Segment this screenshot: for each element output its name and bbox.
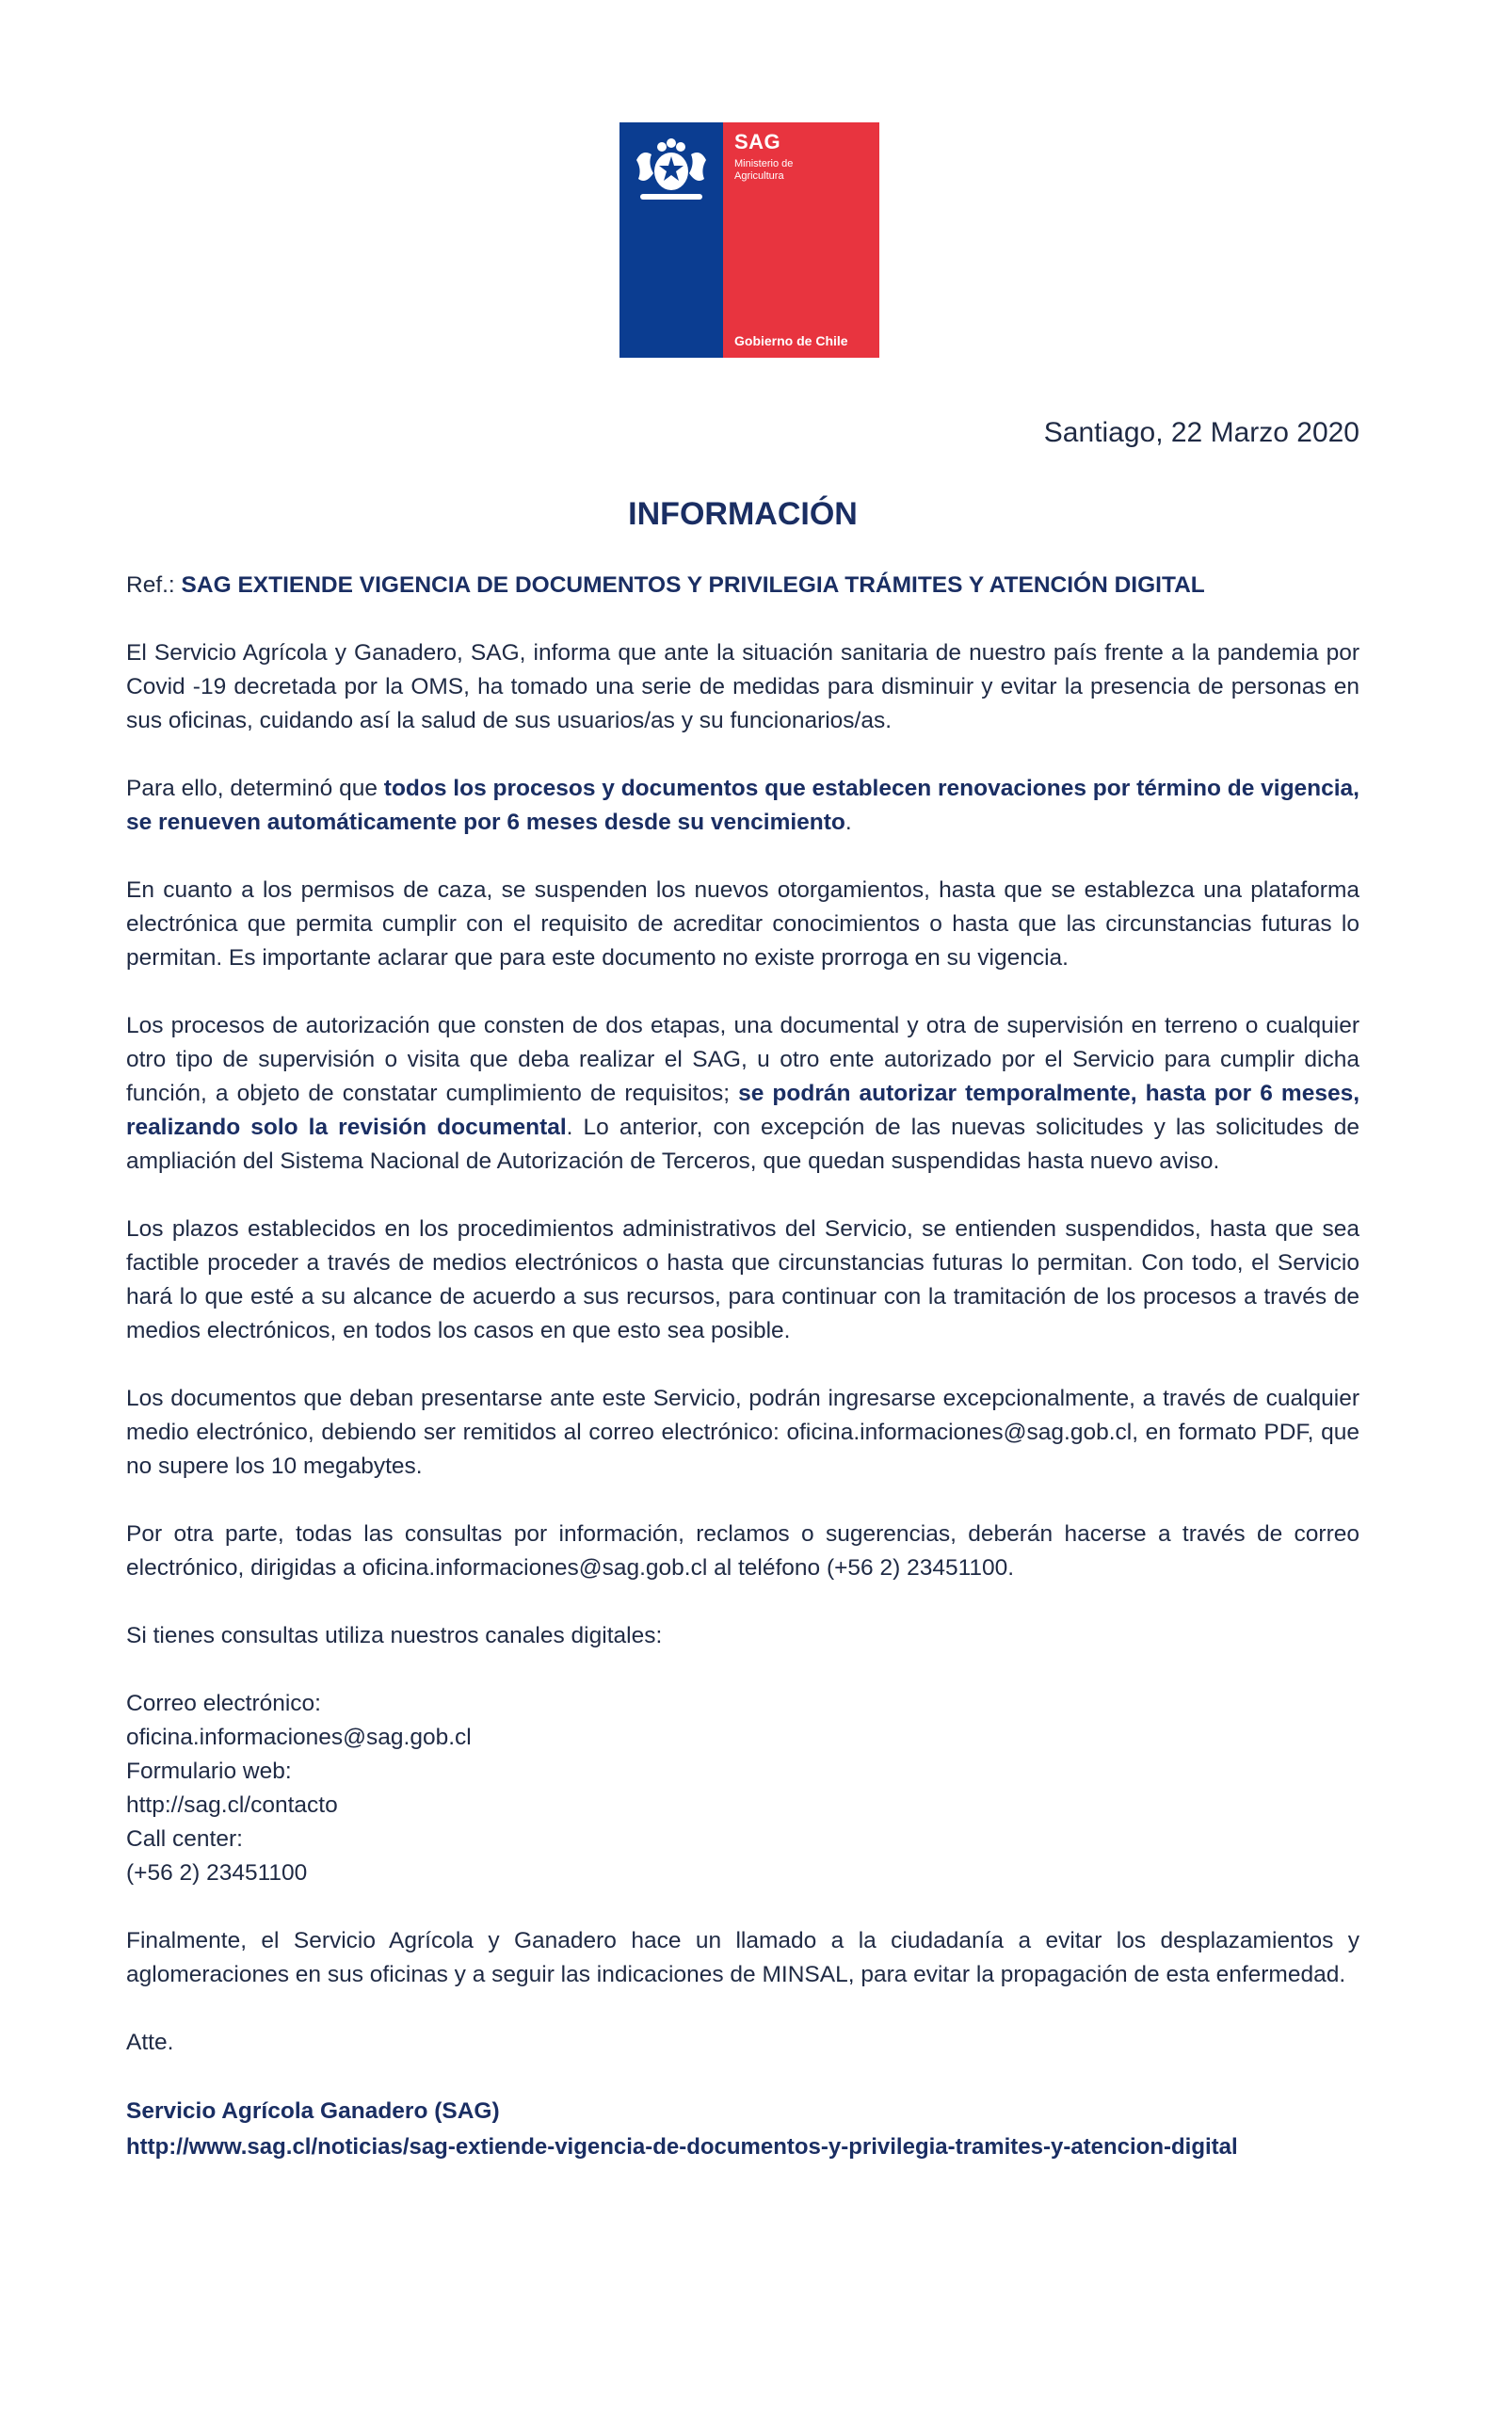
paragraph-8: Si tienes consultas utiliza nuestros canales digitales: bbox=[126, 1623, 663, 1648]
document-heading: INFORMACIÓN bbox=[628, 496, 858, 532]
chile-coat-of-arms-icon bbox=[629, 132, 714, 207]
document-body bbox=[126, 414, 1359, 2165]
paragraph-3: En cuanto a los permisos de caza, se suspenden los nuevos otorgamientos, hasta que se establezca una plataforma electrónica que permita cumplir con el requisito de acreditar conocimientos o hasta que las circunstancias futuras lo permitan. Es importante aclarar que para este documento no existe prorroga en su vigencia. bbox=[126, 877, 1359, 971]
paragraph-2-end: . bbox=[844, 810, 852, 835]
contact-web-label: Formulario web: bbox=[126, 1759, 292, 1784]
contact-list bbox=[126, 1687, 1359, 1890]
logo-org-name: SAG bbox=[734, 130, 781, 153]
logo-red-panel bbox=[723, 122, 879, 358]
logo-government: Gobierno de Chile bbox=[734, 333, 848, 348]
signature-block bbox=[126, 2094, 1359, 2165]
paragraph-4-bold: se podrán autorizar temporalmente, hasta por 6 meses, realizando solo la revisión documental bbox=[126, 1081, 1359, 1140]
paragraph-4-intro: Los procesos de autorización que consten de dos etapas, una documental y otra de supervisión en terreno o cualquier otro tipo de supervisión o visita que deba realizar el SAG, u otro ente autorizado por el Servicio para cumplir dicha función, a objeto de constatar cumplimiento de requisitos; bbox=[126, 1013, 1359, 1106]
paragraph-6: Los documentos que deban presentarse ante este Servicio, podrán ingresarse excepcionalmente, a través de cualquier medio electrónico, debiendo ser remitidos al correo electrónico: oficina.informaciones@sag.gob.cl, en formato PDF, que no supere los 10 megabytes. bbox=[126, 1386, 1359, 1479]
reference-prefix: Ref.: bbox=[126, 572, 182, 598]
logo-blue-panel bbox=[619, 122, 723, 358]
contact-email-value[interactable]: oficina.informaciones@sag.gob.cl bbox=[126, 1725, 472, 1750]
contact-email-label: Correo electrónico: bbox=[126, 1691, 321, 1716]
contact-phone-value: (+56 2) 23451100 bbox=[126, 1860, 308, 1886]
signature-url[interactable]: http://www.sag.cl/noticias/sag-extiende-vigencia-de-documentos-y-privilegia-tramites-y-atencion-digital bbox=[126, 2134, 1238, 2160]
paragraph-2-intro: Para ello, determinó que bbox=[126, 776, 384, 801]
paragraph-2 bbox=[126, 772, 1359, 840]
paragraph-4-end: . Lo anterior, con excepción de las nuevas solicitudes y las solicitudes de ampliación del Sistema Nacional de Autorización de Terceros, que quedan suspendidas hasta nuevo aviso. bbox=[126, 1115, 1359, 1174]
sag-logo bbox=[619, 122, 879, 358]
paragraph-7: Por otra parte, todas las consultas por información, reclamos o sugerencias, deberán hacerse a través de correo electrónico, dirigidas a oficina.informaciones@sag.gob.cl al teléfono (+56 2) 23451100. bbox=[126, 1521, 1359, 1581]
closing: Atte. bbox=[126, 2030, 174, 2055]
contact-web-value[interactable]: http://sag.cl/contacto bbox=[126, 1792, 338, 1818]
paragraph-1: El Servicio Agrícola y Ganadero, SAG, informa que ante la situación sanitaria de nuestro país frente a la pandemia por Covid -19 decretada por la OMS, ha tomado una serie de medidas para disminuir y evitar la presencia de personas en sus oficinas, cuidando así la salud de sus usuarios/as y su funcionarios/as. bbox=[126, 640, 1359, 733]
logo-ministry bbox=[734, 158, 793, 183]
logo-ministry-line2: Agricultura bbox=[734, 170, 784, 182]
contact-phone-label: Call center: bbox=[126, 1826, 243, 1852]
document-date: Santiago, 22 Marzo 2020 bbox=[1043, 417, 1359, 448]
paragraph-9: Finalmente, el Servicio Agrícola y Ganadero hace un llamado a la ciudadanía a evitar los desplazamientos y aglomeraciones en sus oficinas y a seguir las indicaciones de MINSAL, para evitar la propagación de esta enfermedad. bbox=[126, 1928, 1359, 1987]
logo-ministry-line1: Ministerio de bbox=[734, 158, 794, 169]
reference-line bbox=[126, 569, 1359, 602]
signature-name: Servicio Agrícola Ganadero (SAG) bbox=[126, 2098, 500, 2124]
reference-text: SAG EXTIENDE VIGENCIA DE DOCUMENTOS Y PRIVILEGIA TRÁMITES Y ATENCIÓN DIGITAL bbox=[181, 572, 1205, 598]
paragraph-5: Los plazos establecidos en los procedimientos administrativos del Servicio, se entienden suspendidos, hasta que sea factible proceder a través de medios electrónicos o hasta que circunstancias futuras lo permitan. Con todo, el Servicio hará lo que esté a su alcance de acuerdo a sus recursos, para continuar con la tramitación de los procesos a través de medios electrónicos, en todos los casos en que esto sea posible. bbox=[126, 1216, 1359, 1343]
paragraph-4 bbox=[126, 1009, 1359, 1179]
paragraph-2-bold: todos los procesos y documentos que establecen renovaciones por término de vigencia, se renueven automáticamente por 6 meses desde su vencimiento bbox=[126, 776, 1359, 835]
